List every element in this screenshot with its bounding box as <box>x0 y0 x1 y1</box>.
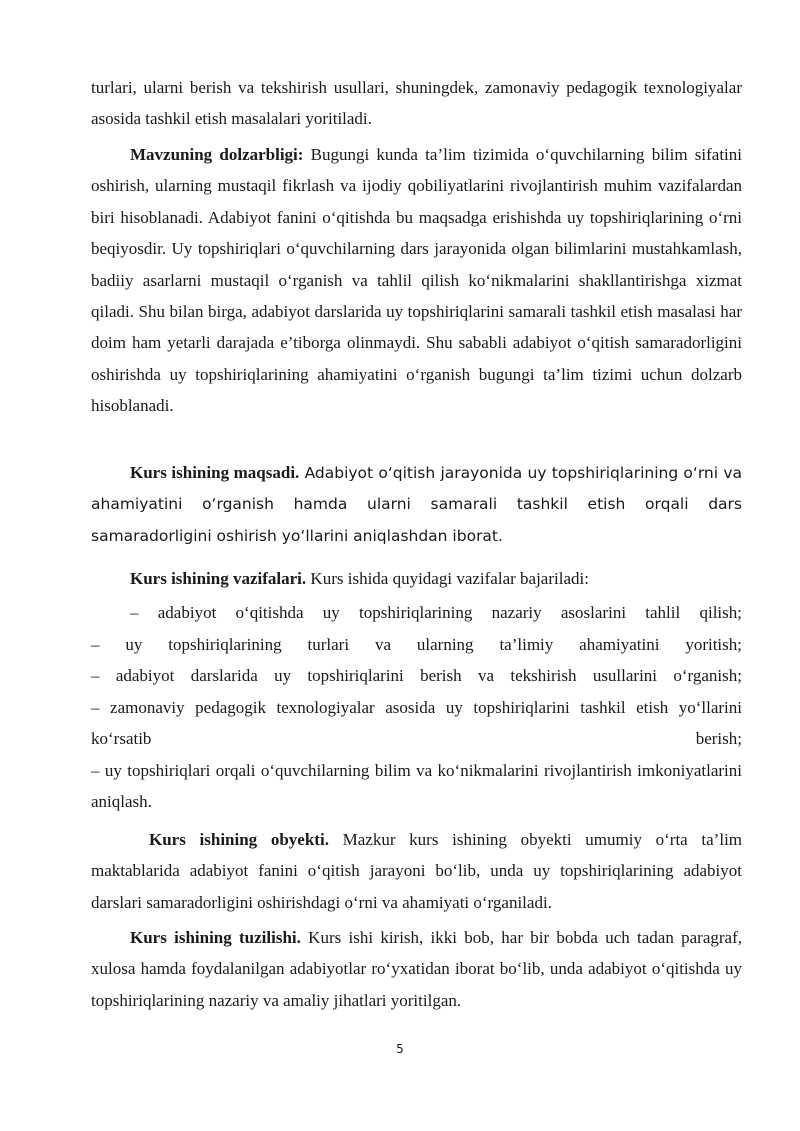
task-item: – adabiyot o‘qitishda uy topshiriqlarining nazariy asoslarini tahlil qilish; <box>130 603 742 622</box>
tasks-intro-text: Kurs ishida quyidagi vazifalar bajariladi: <box>306 569 589 588</box>
heading-tasks: Kurs ishining vazifalari. <box>130 569 307 588</box>
heading-relevance: Mavzuning dolzarbligi: <box>130 145 304 164</box>
task-item: ko‘rsatib berish; <box>91 729 742 748</box>
paragraph-relevance <box>91 139 742 422</box>
goal-text: Adabiyot o‘qitish jarayonida uy topshiriqlarining o‘rni va ahamiyatini o‘rganish hamda ularni samarali tashkil etish orqali dars samaradorligini oshirish yo‘llarini aniqlashdan iborat. <box>91 464 742 545</box>
task-item: – uy topshiriqlarining turlari va ularning ta’limiy ahamiyatini yoritish; <box>91 635 742 654</box>
paragraph-object <box>91 824 742 918</box>
heading-object: Kurs ishining obyekti. <box>149 830 329 849</box>
heading-structure: Kurs ishining tuzilishi. <box>130 928 301 947</box>
task-item: – adabiyot darslarida uy topshiriqlarini berish va tekshirish usullarini o‘rganish; <box>91 666 742 685</box>
page-number: 5 <box>396 1042 404 1056</box>
task-item: – zamonaviy pedagogik texnologiyalar asosida uy topshiriqlarini tashkil etish yo‘llarini <box>91 698 742 717</box>
task-item: – uy topshiriqlari orqali o‘quvchilarning bilim va ko‘nikmalarini rivojlantirish imkoniyatlarini aniqlash. <box>91 761 742 812</box>
paragraph-structure <box>91 922 742 1016</box>
paragraph-tasks-intro <box>91 563 742 594</box>
object-text: Mazkur kurs ishining obyekti umumiy o‘rta ta’lim maktablarida adabiyot fanini o‘qitish jarayoni bo‘lib, unda uy topshiriqlarining adabiyot darslari samaradorligini oshirishdagi o‘rni va ahamiyati o‘rganiladi. <box>91 830 743 912</box>
structure-text: Kurs ishi kirish, ikki bob, har bir bobda uch tadan paragraf, xulosa hamda foydalanilgan adabiyotlar ro‘yxatidan iborat bo‘lib, unda adabiyot o‘qitishda uy topshiriqlarining nazariy va amaliy jihatlari yoritilgan. <box>91 928 742 1010</box>
relevance-text: Bugungi kunda ta’lim tizimida o‘quvchilarning bilim sifatini oshirish, ularning mustaqil fikrlash va ijodiy qobiliyatlarini rivojlantirish muhim vazifalardan biri hisoblanadi. Adabiyot fanini o‘qitishda bu maqsadga erishishda uy topshiriqlarining o‘rni beqiyosdir. Uy topshiriqlari o‘quvchilarning dars jarayonida olgan bilimlarini mustahkamlash, badiiy asarlarni mustaqil o‘rganish va tahlil qilish ko‘nikmalarini shakllantirishga xizmat qiladi. Shu bilan birga, adabiyot darslarida uy topshiriqlarini samarali tashkil etish masalasi har doim ham yetarli darajada e’tiborga olinmaydi. Shu sababli adabiyot o‘qitish samaradorligini oshirishda uy topshiriqlarining ahamiyatini o‘rganish bugungi ta’lim tizimi uchun dolzarb hisoblanadi. <box>91 145 743 416</box>
paragraph-goal <box>91 457 742 552</box>
heading-goal: Kurs ishining maqsadi. <box>130 463 300 482</box>
paragraph-intro-continuation: turlari, ularni berish va tekshirish usullari, shuningdek, zamonaviy pedagogik texnologiyalar asosida tashkil etish masalalari yoritiladi. <box>91 78 742 129</box>
